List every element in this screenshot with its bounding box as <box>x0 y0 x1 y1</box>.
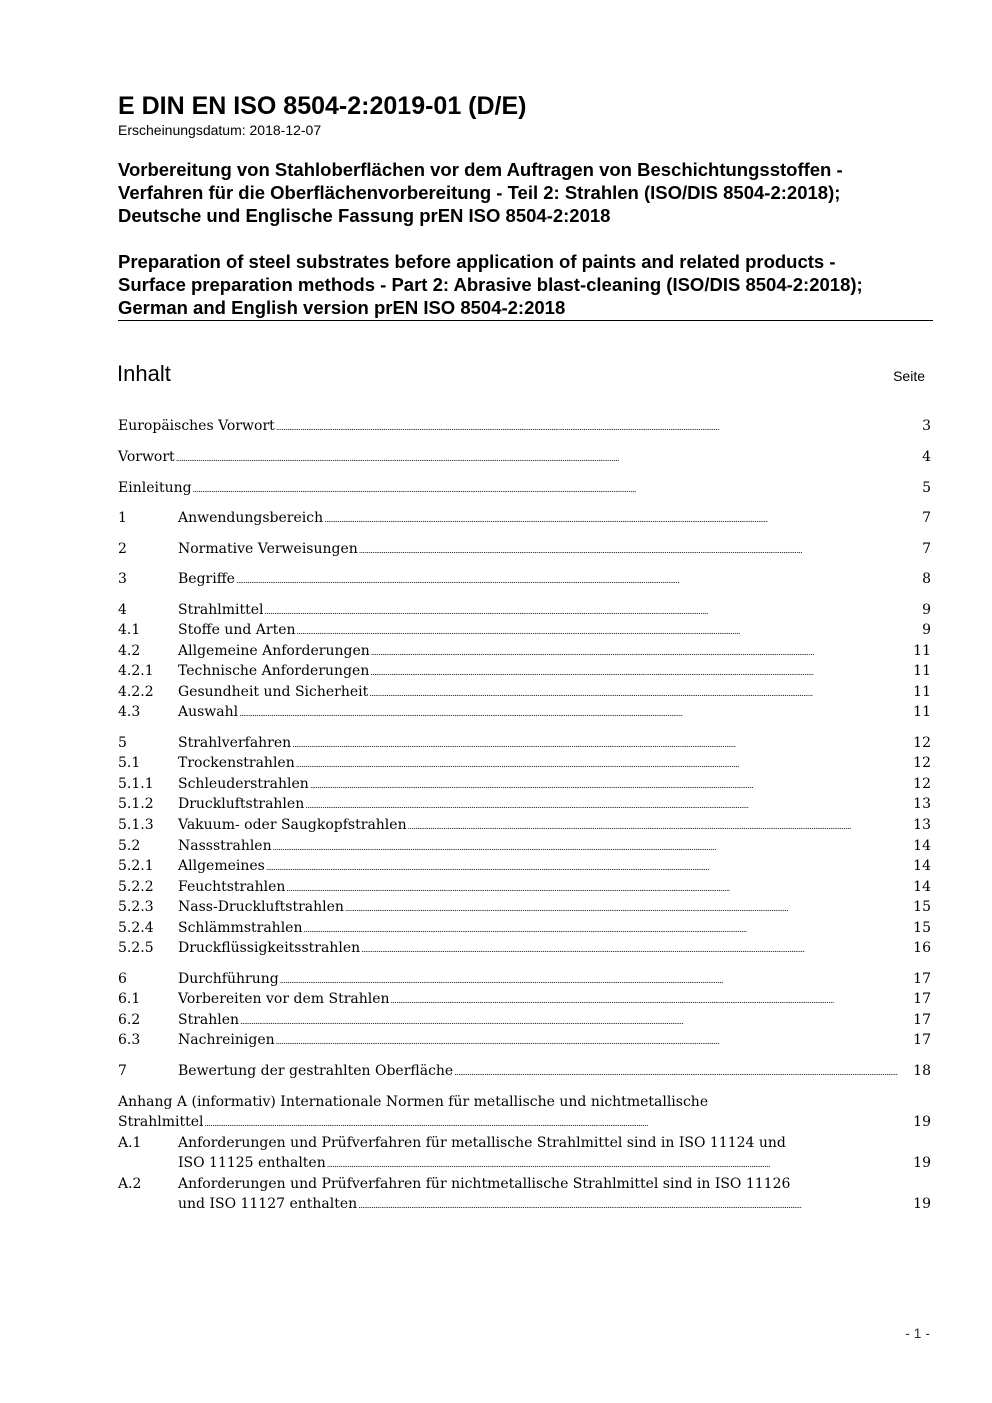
toc-entry-page: 19 <box>913 1155 931 1171</box>
toc-dot-leader <box>310 776 912 796</box>
toc-entry-title: Allgemeine Anforderungen <box>178 643 370 659</box>
toc-entry-number: 4.3 <box>118 704 141 720</box>
toc-entry-number: 4.2.1 <box>118 663 154 679</box>
toc-entry-line <box>118 1133 786 1153</box>
toc-entry[interactable] <box>118 918 931 938</box>
toc-entry[interactable] <box>118 1061 931 1081</box>
toc-entry-page: 14 <box>913 879 931 895</box>
toc-dot-leader <box>327 1155 912 1175</box>
publication-date: Erscheinungsdatum: 2018-12-07 <box>118 122 322 138</box>
toc-entry[interactable] <box>118 416 931 436</box>
toc-entry-page: 13 <box>913 817 931 833</box>
toc-dot-leader <box>303 920 912 940</box>
toc-entry-page: 17 <box>913 971 931 987</box>
toc-entry[interactable] <box>118 682 931 702</box>
toc-dot-leader <box>273 838 913 858</box>
toc-entry-number: 6.1 <box>118 991 141 1007</box>
toc-dot-leader <box>240 1012 912 1032</box>
title-german-line: Deutsche und Englische Fassung prEN ISO 8504-2:2018 <box>118 205 611 226</box>
toc-entry[interactable] <box>118 815 931 835</box>
toc-entry-page: 7 <box>922 541 931 557</box>
toc-dot-leader <box>236 571 921 591</box>
toc-dot-leader <box>176 449 921 469</box>
toc-entry[interactable] <box>118 989 931 1009</box>
toc-dot-leader <box>286 879 912 899</box>
toc-entry[interactable] <box>118 478 931 498</box>
toc-entry-title: Druckflüssigkeitsstrahlen <box>178 940 361 956</box>
toc-dot-leader <box>370 663 912 683</box>
toc-entry[interactable] <box>118 702 931 722</box>
toc-entry-number: 5.2.1 <box>118 858 154 874</box>
toc-entry-page: 8 <box>922 571 931 587</box>
toc-dot-leader <box>296 755 912 775</box>
toc-entry-number: 6 <box>118 971 127 987</box>
toc-entry-page: 9 <box>922 622 931 638</box>
toc-entry-page: 14 <box>913 858 931 874</box>
toc-entry-line <box>118 1092 708 1112</box>
toc-entry[interactable] <box>118 508 931 528</box>
toc-entry-number: 5.2 <box>118 838 141 854</box>
toc-entry-title: Nass-Druckluftstrahlen <box>178 899 344 915</box>
toc-entry-page: 12 <box>913 755 931 771</box>
toc-entry-title: Nachreinigen <box>178 1032 275 1048</box>
toc-entry-title: Anwendungsbereich <box>178 510 324 526</box>
toc-entry-page: 19 <box>913 1114 931 1130</box>
toc-entry-title: Vakuum- oder Saugkopfstrahlen <box>178 817 407 833</box>
title-english <box>118 250 863 319</box>
toc-entry-number: 6.2 <box>118 1012 141 1028</box>
toc-entry[interactable] <box>118 600 931 620</box>
toc-entry-title: Normative Verweisungen <box>178 541 358 557</box>
toc-entry-number: 5.2.3 <box>118 899 154 915</box>
page-number: - 1 - <box>905 1325 930 1341</box>
toc-entry[interactable] <box>118 620 931 640</box>
toc-entry-number: A.2 <box>118 1176 142 1192</box>
toc-entry-page: 15 <box>913 920 931 936</box>
title-english-line: Preparation of steel substrates before application of paints and related products - <box>118 251 836 272</box>
toc-entry-title: Trockenstrahlen <box>178 755 295 771</box>
toc-entry[interactable] <box>118 569 931 589</box>
toc-entry-title: Auswahl <box>178 704 239 720</box>
toc-entry-page: 12 <box>913 776 931 792</box>
toc-entry-number: 1 <box>118 510 127 526</box>
toc-dot-leader <box>358 1196 912 1216</box>
toc-entry-title: Strahlen <box>178 1012 240 1028</box>
toc-entry-title: Vorbereiten vor dem Strahlen <box>178 991 390 1007</box>
toc-entry-title: ISO 11125 enthalten <box>178 1155 326 1171</box>
toc-entry-page: 14 <box>913 838 931 854</box>
toc-entry-title: und ISO 11127 enthalten <box>178 1196 358 1212</box>
toc-entry-number: 5.2.2 <box>118 879 154 895</box>
toc-entry[interactable] <box>118 856 931 876</box>
toc-entry-number: 5.2.4 <box>118 920 154 936</box>
toc-entry[interactable] <box>118 661 931 681</box>
toc-entry[interactable] <box>118 1153 931 1173</box>
toc-dot-leader <box>361 940 912 960</box>
title-german <box>118 158 843 227</box>
title-german-line: Vorbereitung von Stahloberflächen vor dem Auftragen von Beschichtungsstoffen - <box>118 159 843 180</box>
toc-entry[interactable] <box>118 641 931 661</box>
toc-page-label: Seite <box>893 368 925 384</box>
toc-dot-leader <box>297 622 922 642</box>
toc-entry-title: Allgemeines <box>178 858 265 874</box>
toc-entry-title: Gesundheit und Sicherheit <box>178 684 369 700</box>
toc-entry-page: 5 <box>922 480 931 496</box>
toc-entry[interactable] <box>118 539 931 559</box>
toc-entry-page: 11 <box>913 704 931 720</box>
toc-entry[interactable] <box>118 897 931 917</box>
toc-entry-title: Schleuderstrahlen <box>178 776 309 792</box>
toc-entry-title: Anforderungen und Prüfverfahren für nichtmetallische Strahlmittel sind in ISO 11126 <box>178 1176 791 1192</box>
toc-entry[interactable] <box>118 877 931 897</box>
toc-entry-title: Strahlverfahren <box>178 735 292 751</box>
toc-dot-leader <box>205 1114 913 1134</box>
toc-entry-number: 5.1.1 <box>118 776 154 792</box>
toc-dot-leader <box>345 899 912 919</box>
toc-dot-leader <box>193 480 922 500</box>
toc-dot-leader <box>276 1032 913 1052</box>
toc-dot-leader <box>280 971 912 991</box>
toc-dot-leader <box>265 602 922 622</box>
toc-entry-number: 4.1 <box>118 622 141 638</box>
title-english-line: Surface preparation methods - Part 2: Abrasive blast-cleaning (ISO/DIS 8504-2:2018); <box>118 274 863 295</box>
toc-entry-title: Strahlmittel <box>178 602 264 618</box>
toc-entry-title: Druckluftstrahlen <box>178 796 305 812</box>
toc-entry-number: 6.3 <box>118 1032 141 1048</box>
document-id: E DIN EN ISO 8504-2:2019-01 (D/E) <box>118 92 527 120</box>
toc-entry-number: 5.1.2 <box>118 796 154 812</box>
toc-dot-leader <box>292 735 912 755</box>
toc-dot-leader <box>369 684 912 704</box>
toc-entry-number: 5.2.5 <box>118 940 154 956</box>
toc-entry-number: 7 <box>118 1063 127 1079</box>
toc-entry-title: Vorwort <box>118 449 175 465</box>
toc-entry-page: 17 <box>913 1012 931 1028</box>
toc-entry-number: 5.1 <box>118 755 141 771</box>
toc-dot-leader <box>454 1063 912 1083</box>
toc-entry-title: Anforderungen und Prüfverfahren für metallische Strahlmittel sind in ISO 11124 und <box>178 1135 786 1151</box>
toc-entry-page: 18 <box>913 1063 931 1079</box>
toc-entry-title: Durchführung <box>178 971 279 987</box>
toc-entry-page: 11 <box>913 643 931 659</box>
toc-entry[interactable] <box>118 969 931 989</box>
toc-dot-leader <box>276 418 921 438</box>
toc-entry-number: 4 <box>118 602 127 618</box>
toc-entry-title: Europäisches Vorwort <box>118 418 275 434</box>
toc-entry-number: 4.2 <box>118 643 141 659</box>
toc-entry-page: 7 <box>922 510 931 526</box>
toc-entry-title: Feuchtstrahlen <box>178 879 286 895</box>
toc-entry-number: A.1 <box>118 1135 142 1151</box>
title-german-line: Verfahren für die Oberflächenvorbereitung - Teil 2: Strahlen (ISO/DIS 8504-2:2018); <box>118 182 841 203</box>
title-english-line: German and English version prEN ISO 8504-2:2018 <box>118 297 566 318</box>
toc-entry-page: 19 <box>913 1196 931 1212</box>
toc-entry-page: 17 <box>913 1032 931 1048</box>
toc-entry-number: 2 <box>118 541 127 557</box>
toc-entry[interactable] <box>118 753 931 773</box>
toc-entry-title: Schlämmstrahlen <box>178 920 303 936</box>
toc-entry[interactable] <box>118 836 931 856</box>
toc-entry-page: 12 <box>913 735 931 751</box>
toc-entry-page: 11 <box>913 684 931 700</box>
toc-entry-title: Stoffe und Arten <box>178 622 296 638</box>
toc-dot-leader <box>391 991 913 1011</box>
toc-entry-title: Begriffe <box>178 571 235 587</box>
toc-entry-number: 3 <box>118 571 127 587</box>
toc-entry-page: 15 <box>913 899 931 915</box>
toc-entry-number: 5.1.3 <box>118 817 154 833</box>
toc-entry-title: Technische Anforderungen <box>178 663 370 679</box>
toc-entry-title: Einleitung <box>118 480 192 496</box>
title-divider <box>118 320 933 321</box>
toc-entry[interactable] <box>118 447 931 467</box>
toc-entry-page: 16 <box>913 940 931 956</box>
toc-entry-title: Strahlmittel <box>118 1114 204 1130</box>
toc-entry-page: 4 <box>922 449 931 465</box>
toc-entry-page: 9 <box>922 602 931 618</box>
toc-entry-number: 5 <box>118 735 127 751</box>
toc-dot-leader <box>359 541 921 561</box>
toc-entry[interactable] <box>118 1194 931 1214</box>
toc-entry-line <box>118 1174 790 1194</box>
toc-entry-page: 17 <box>913 991 931 1007</box>
toc-dot-leader <box>371 643 912 663</box>
toc-dot-leader <box>408 817 913 837</box>
toc-entry-page: 13 <box>913 796 931 812</box>
toc-entry[interactable] <box>118 938 931 958</box>
toc-heading: Inhalt <box>117 361 171 386</box>
toc-entry[interactable] <box>118 774 931 794</box>
toc-dot-leader <box>324 510 921 530</box>
toc-entry[interactable] <box>118 1112 931 1132</box>
toc-entry-title: Anhang A (informativ) Internationale Normen für metallische und nichtmetallische <box>118 1094 709 1110</box>
toc-entry-page: 11 <box>913 663 931 679</box>
toc-entry-number: 4.2.2 <box>118 684 154 700</box>
toc-dot-leader <box>266 858 912 878</box>
toc-entry-title: Nassstrahlen <box>178 838 272 854</box>
toc-entry[interactable] <box>118 1030 931 1050</box>
toc-entry[interactable] <box>118 794 931 814</box>
toc-entry[interactable] <box>118 733 931 753</box>
toc-entry[interactable] <box>118 1010 931 1030</box>
toc-entry-title: Bewertung der gestrahlten Oberfläche <box>178 1063 454 1079</box>
toc-dot-leader <box>239 704 912 724</box>
toc-entry-page: 3 <box>922 418 931 434</box>
toc-dot-leader <box>305 796 912 816</box>
